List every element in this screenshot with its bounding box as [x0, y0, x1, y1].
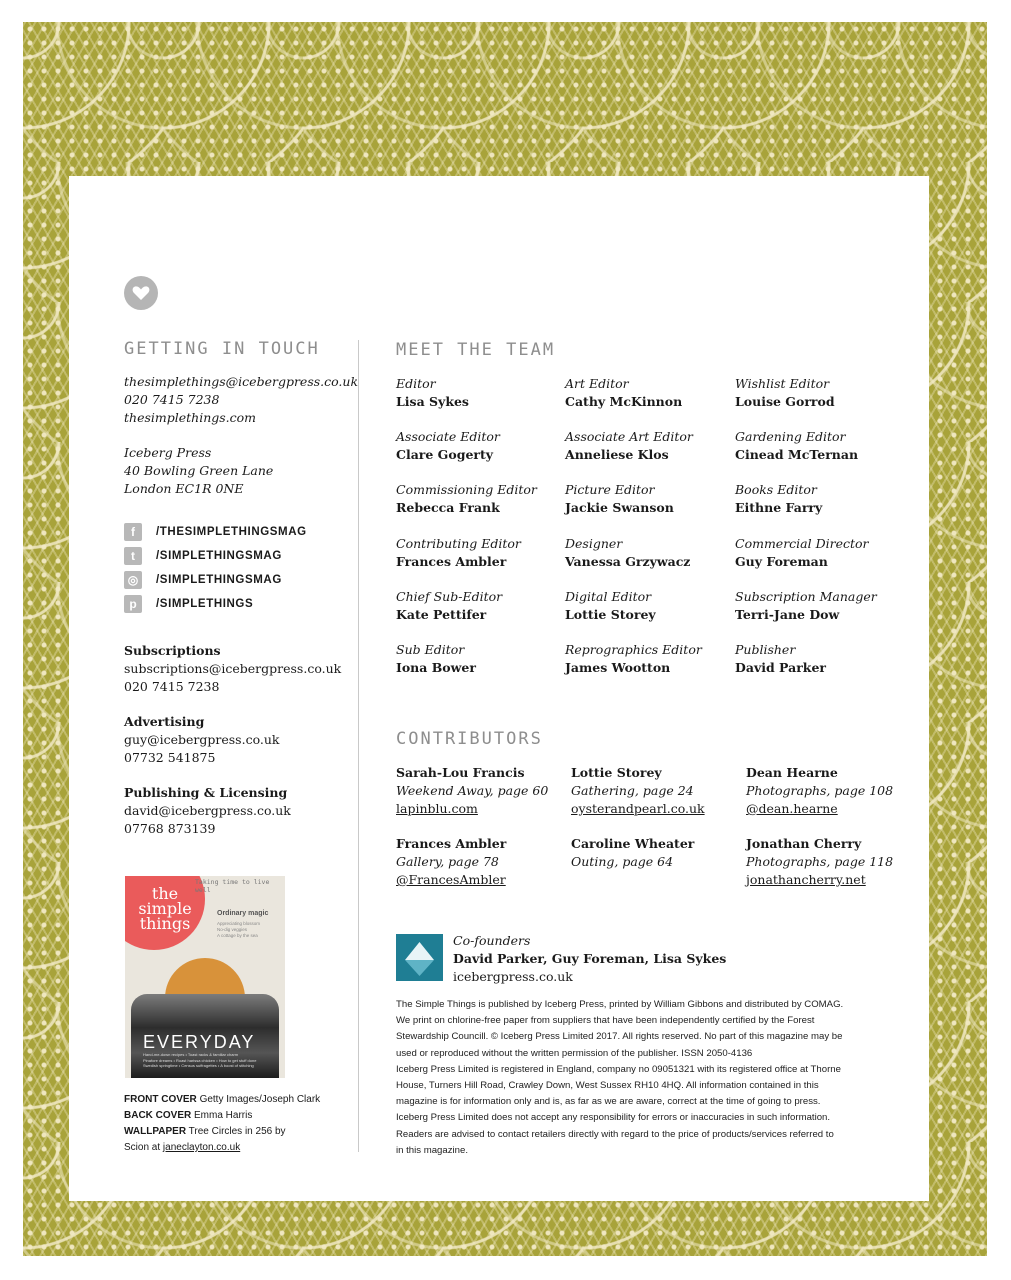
legal-notice: [396, 997, 888, 1159]
team-member: [735, 535, 900, 571]
cofounders-label: Co-founders: [453, 933, 531, 948]
team-member: [565, 375, 730, 411]
cover-tagline: Taking time to live well: [195, 878, 270, 894]
legal-line: Iceberg Press Limited is registered in England, company no 09051321 with its registered office at Thorne: [396, 1063, 841, 1075]
team-name: Terri-Jane Dow: [735, 607, 840, 622]
team-role: Digital Editor: [565, 589, 652, 604]
team-role: Art Editor: [565, 376, 629, 391]
team-role: Commissioning Editor: [396, 482, 537, 497]
credit-value: Getty Images/Joseph Clark: [199, 1094, 321, 1105]
team-member: [396, 588, 561, 624]
team-role: Books Editor: [735, 482, 817, 497]
contributor-desc: Weekend Away, page 60: [396, 783, 549, 798]
credit-value: Tree Circles in 256 by: [188, 1126, 286, 1137]
heart-icon: [124, 276, 158, 310]
legal-line: magazine is for information only and is, as far as we are aware, correct at the time of going to press.: [396, 1096, 821, 1108]
magazine-cover-thumbnail: [125, 876, 285, 1078]
credit-value: Emma Harris: [194, 1110, 253, 1121]
contributor-name: Caroline Wheater: [571, 836, 695, 851]
cover-strap-line: Pinafore dreams • Roast harissa chicken • How to get stuff done: [143, 1057, 257, 1063]
contributor: [746, 764, 916, 818]
advertising-email[interactable]: guy@icebergpress.co.uk: [124, 732, 280, 747]
team-role: Designer: [565, 536, 623, 551]
cover-sub-line: A cottage by the sea: [217, 933, 258, 938]
team-member: [565, 588, 730, 624]
team-member: [396, 375, 561, 411]
subscriptions-phone: 020 7415 7238: [124, 679, 220, 694]
team-member: [396, 641, 561, 677]
credit-label: FRONT COVER: [124, 1094, 197, 1105]
social-link-instagram[interactable]: [124, 568, 307, 592]
team-name: Jackie Swanson: [565, 500, 674, 515]
contributor-name: Jonathan Cherry: [746, 836, 862, 851]
address-line: Iceberg Press: [124, 445, 212, 460]
iceberg-press-logo: [396, 934, 443, 981]
team-role: Associate Editor: [396, 429, 500, 444]
contributor-link[interactable]: oysterandpearl.co.uk: [571, 801, 705, 816]
social-link-facebook[interactable]: [124, 520, 307, 544]
legal-line: used or reproduced without the written permission of the publisher. ISSN 2050-4136: [396, 1047, 753, 1059]
cover-title: EVERYDAY: [143, 1032, 256, 1052]
legal-line: in this magazine.: [396, 1144, 468, 1156]
team-role: Publisher: [735, 642, 796, 657]
cover-brand: [125, 876, 205, 950]
team-name: Iona Bower: [396, 660, 476, 675]
contact-website[interactable]: thesimplethings.com: [124, 410, 257, 425]
team-role: Commercial Director: [735, 536, 869, 551]
team-role: Sub Editor: [396, 642, 465, 657]
social-link-twitter[interactable]: [124, 544, 307, 568]
cover-brand-line: the: [151, 884, 179, 903]
contributor: [746, 835, 916, 889]
team-name: Lisa Sykes: [396, 394, 469, 409]
team-role: Gardening Editor: [735, 429, 846, 444]
contributor-link[interactable]: jonathancherry.net: [746, 872, 866, 887]
team-name: James Wootton: [565, 660, 671, 675]
team-name: Frances Ambler: [396, 554, 507, 569]
team-member: [735, 428, 900, 464]
credit-link[interactable]: janeclayton.co.uk: [162, 1142, 241, 1153]
address-line: 40 Bowling Green Lane: [124, 463, 274, 478]
team-member: [396, 428, 561, 464]
contact-block: [124, 373, 358, 427]
image-credits: [124, 1092, 320, 1156]
instagram-icon: ◎: [124, 571, 142, 589]
team-member: [735, 481, 900, 517]
team-name: Lottie Storey: [565, 607, 656, 622]
team-role: Picture Editor: [565, 482, 655, 497]
contributor-link[interactable]: @dean.hearne: [746, 801, 838, 816]
contributor: [396, 764, 566, 818]
team-member: [735, 588, 900, 624]
team-name: Cinead McTernan: [735, 447, 859, 462]
legal-line: Stewardship Councill. © Iceberg Press Limited 2017. All rights reserved. No part of this magazine may be: [396, 1031, 843, 1043]
contributor-link[interactable]: @FrancesAmbler: [396, 872, 506, 887]
team-name: Louise Gorrod: [735, 394, 835, 409]
team-name: Clare Gogerty: [396, 447, 494, 462]
team-role: Wishlist Editor: [735, 376, 830, 391]
team-member: [565, 481, 730, 517]
advertising-phone: 07732 541875: [124, 750, 216, 765]
social-label: /SIMPLETHINGSMAG: [156, 574, 282, 586]
getting-in-touch-title: GETTING IN TOUCH: [124, 339, 320, 359]
advertising-block: [124, 713, 279, 767]
team-name: Eithne Farry: [735, 500, 823, 515]
contributor-link[interactable]: lapinblu.com: [396, 801, 478, 816]
legal-line: The Simple Things is published by Iceberg Press, printed by William Gibbons and distributed by COMAG.: [396, 999, 844, 1010]
pinterest-icon: p: [124, 595, 142, 613]
cover-brand-line: things: [139, 914, 191, 933]
contributor: [571, 835, 741, 871]
cover-strap-line: Hand-me-down recipes • Toast racks & familiar charm: [143, 1052, 239, 1057]
meet-the-team-title: MEET THE TEAM: [396, 340, 556, 360]
iceberg-icon: [396, 934, 443, 981]
facebook-icon: f: [124, 523, 142, 541]
credit-label: BACK COVER: [124, 1110, 192, 1121]
cover-headline: Ordinary magic: [217, 910, 269, 917]
cofounders-website[interactable]: icebergpress.co.uk: [453, 969, 573, 984]
subscriptions-email[interactable]: subscriptions@icebergpress.co.uk: [124, 661, 342, 676]
team-name: Guy Foreman: [735, 554, 828, 569]
team-name: Cathy McKinnon: [565, 394, 683, 409]
team-member: [735, 641, 900, 677]
contributor-name: Frances Ambler: [396, 836, 507, 851]
publishing-heading: Publishing & Licensing: [124, 785, 288, 800]
subscriptions-heading: Subscriptions: [124, 643, 221, 658]
team-member: [565, 428, 730, 464]
team-name: Kate Pettifer: [396, 607, 487, 622]
team-role: Chief Sub-Editor: [396, 589, 503, 604]
team-name: Anneliese Klos: [565, 447, 669, 462]
team-name: Vanessa Grzywacz: [565, 554, 691, 569]
contributors-title: CONTRIBUTORS: [396, 729, 543, 749]
legal-line: Readers are advised to contact retailers directly with regard to the price of products/services referred to: [396, 1128, 834, 1140]
contributor-desc: Gathering, page 24: [571, 783, 694, 798]
cover-brand-line: simple: [138, 899, 192, 918]
cofounders-names: David Parker, Guy Foreman, Lisa Sykes: [453, 951, 727, 966]
team-name: Rebecca Frank: [396, 500, 500, 515]
contributor-name: Dean Hearne: [746, 765, 838, 780]
contributor-desc: Photographs, page 118: [746, 854, 894, 869]
address-line: London EC1R 0NE: [124, 481, 244, 496]
team-name: David Parker: [735, 660, 826, 675]
team-role: Contributing Editor: [396, 536, 521, 551]
credit-label: WALLPAPER: [124, 1126, 187, 1137]
publishing-email[interactable]: david@icebergpress.co.uk: [124, 803, 291, 818]
column-divider: [358, 340, 359, 1152]
cover-strap: [143, 1052, 256, 1069]
social-label: /THESIMPLETHINGSMAG: [156, 526, 307, 538]
contributor-name: Sarah-Lou Francis: [396, 765, 525, 780]
contributor-desc: Outing, page 64: [571, 854, 674, 869]
contributor-name: Lottie Storey: [571, 765, 662, 780]
contact-email[interactable]: thesimplethings@icebergpress.co.uk: [124, 374, 359, 389]
team-member: [735, 375, 900, 411]
social-label: /SIMPLETHINGS: [156, 598, 254, 610]
team-role: Associate Art Editor: [565, 429, 693, 444]
social-links: [124, 520, 307, 616]
contact-phone: 020 7415 7238: [124, 392, 220, 407]
advertising-heading: Advertising: [124, 714, 205, 729]
legal-line: House, Turners Hill Road, Crawley Down, West Sussex RH10 4HQ. All information contained in this: [396, 1080, 819, 1092]
legal-line: We print on chlorine-free paper from suppliers that have been independently certified by the Forest: [396, 1015, 815, 1027]
social-link-pinterest[interactable]: [124, 592, 307, 616]
publishing-block: [124, 784, 291, 838]
cover-subheads: [217, 921, 260, 939]
legal-line: Iceberg Press Limited does not accept any responsibility for errors or inaccuracies in such information.: [396, 1112, 831, 1124]
team-member: [396, 535, 561, 571]
team-member: [565, 535, 730, 571]
team-member: [396, 481, 561, 517]
social-label: /SIMPLETHINGSMAG: [156, 550, 282, 562]
subscriptions-block: [124, 642, 341, 696]
team-role: Reprographics Editor: [565, 642, 702, 657]
team-role: Subscription Manager: [735, 589, 877, 604]
address-block: [124, 444, 273, 498]
team-member: [565, 641, 730, 677]
contributor: [396, 835, 566, 889]
credit-value: Scion at: [124, 1142, 161, 1153]
twitter-icon: t: [124, 547, 142, 565]
cofounders-block: [453, 932, 726, 986]
cover-sub-line: No-dig veggies: [217, 927, 248, 932]
contributor-desc: Photographs, page 108: [746, 783, 894, 798]
cover-sub-line: Appreciating blossom: [217, 921, 261, 926]
team-role: Editor: [396, 376, 436, 391]
cover-strap-line: Swedish springtime • Census suffragettes • A boost of stitching: [143, 1063, 254, 1068]
contributor: [571, 764, 741, 818]
publishing-phone: 07768 873139: [124, 821, 216, 836]
contributor-desc: Gallery, page 78: [396, 854, 499, 869]
